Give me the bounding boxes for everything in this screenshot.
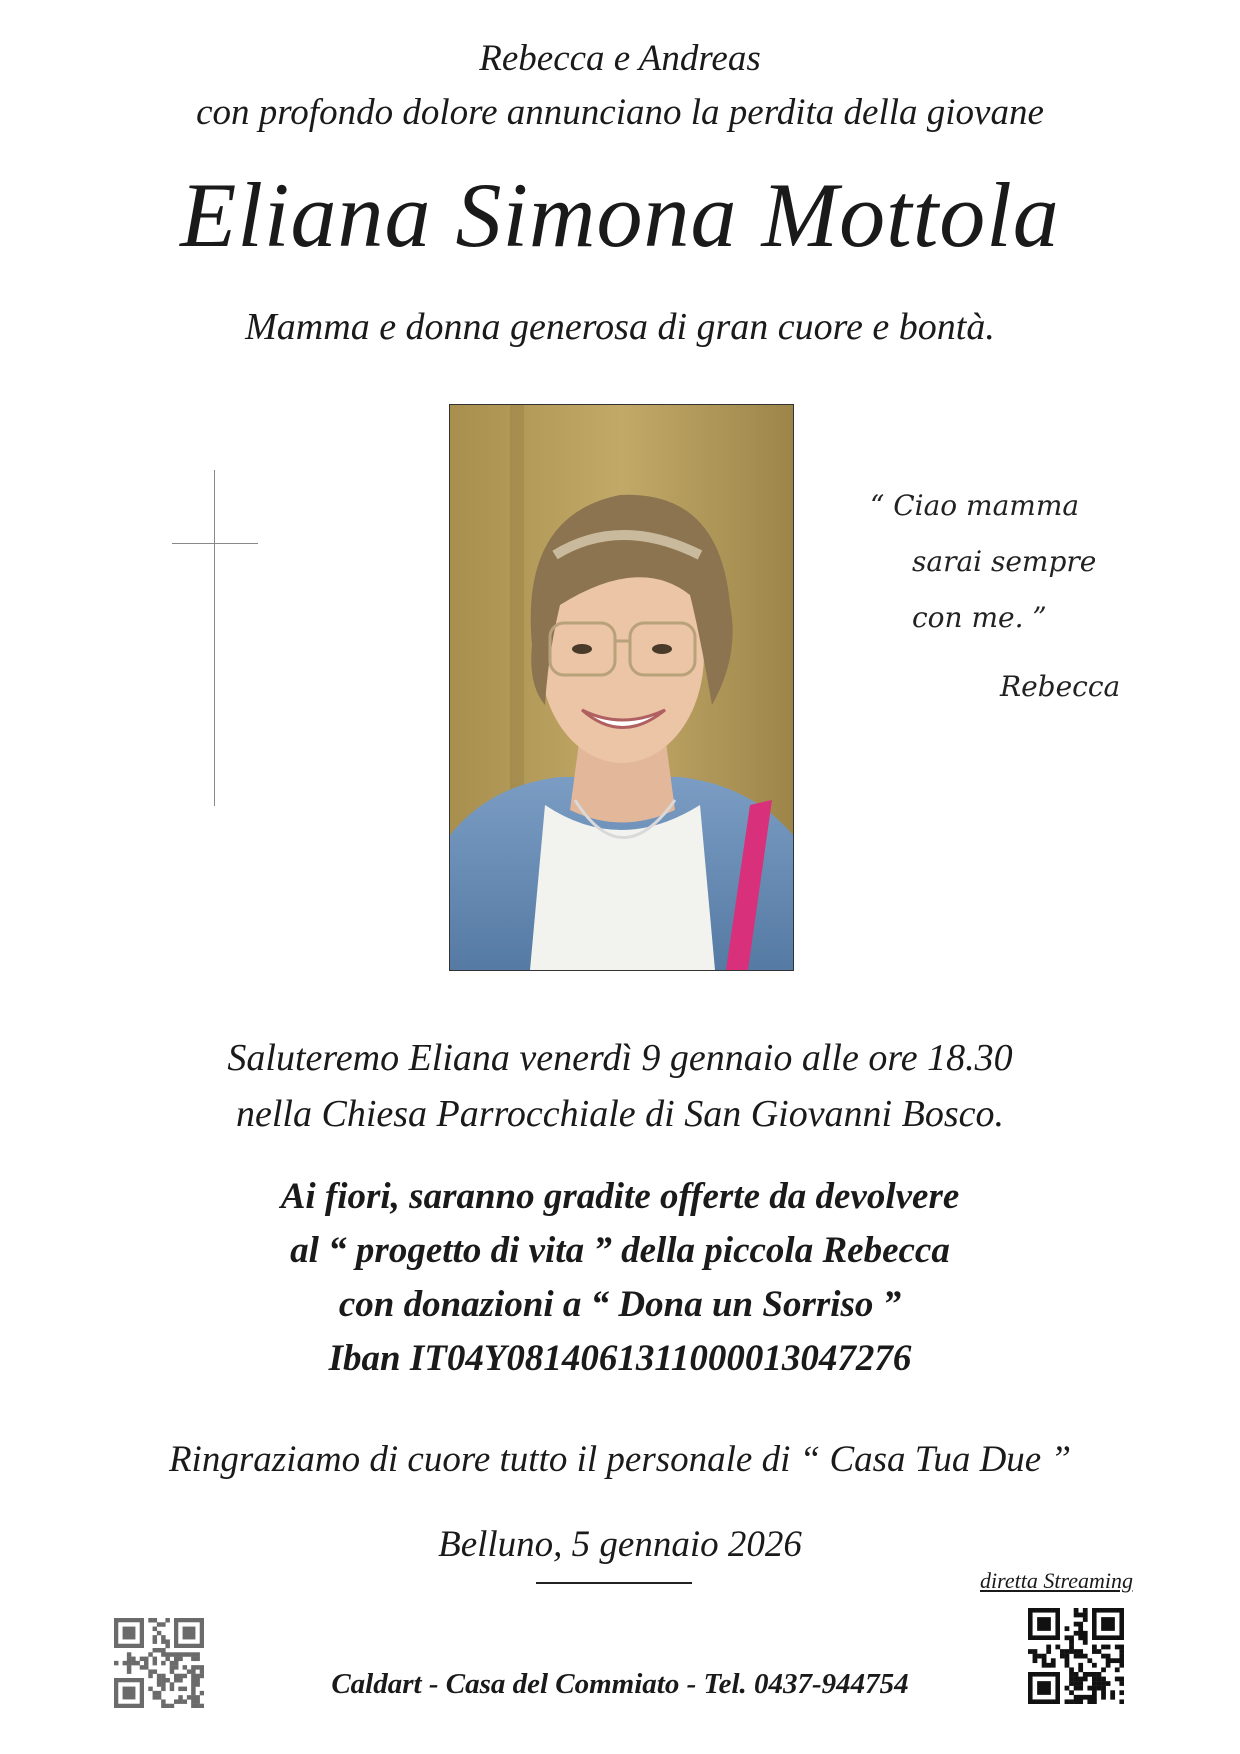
thanks-text: Ringraziamo di cuore tutto il personale di “ Casa Tua Due ”	[168, 1439, 1072, 1480]
quote-line-1: “ Ciao mamma	[870, 489, 1080, 522]
donations-line-1: Ai fiori, saranno gradite offerte da devolvere	[280, 1176, 960, 1217]
tagline: Mamma e donna generosa di gran cuore e bontà.	[245, 306, 995, 348]
donations-info	[0, 1170, 1240, 1386]
iban: Iban IT04Y0814061311000013047276	[328, 1338, 912, 1379]
funeral-home-footer: Caldart - Casa del Commiato - Tel. 0437-944754	[331, 1668, 909, 1700]
ceremony-line-2: nella Chiesa Parrocchiale di San Giovanni Bosco.	[236, 1093, 1004, 1135]
family-names: Rebecca e Andreas	[479, 38, 761, 79]
ceremony-line-1: Saluteremo Eliana venerdì 9 gennaio alle ore 18.30	[227, 1037, 1013, 1079]
streaming-link[interactable]: diretta Streaming	[980, 1568, 1133, 1593]
announcement-header	[0, 32, 1240, 140]
donations-line-3: con donazioni a “ Dona un Sorriso ”	[338, 1284, 902, 1325]
quote-line-2: sarai sempre	[912, 545, 1097, 578]
quote-line-3: con me. ”	[912, 601, 1047, 634]
deceased-name: Eliana Simona Mottola	[180, 164, 1060, 266]
place-date: Belluno, 5 gennaio 2026	[438, 1524, 802, 1565]
portrait-photo	[449, 404, 794, 971]
ceremony-info	[0, 1030, 1240, 1142]
quote-block	[870, 478, 1130, 646]
cross-icon	[172, 470, 258, 806]
quote-signature: Rebecca	[1000, 670, 1121, 703]
announcement-text: con profondo dolore annunciano la perdita della giovane	[196, 92, 1044, 133]
divider	[536, 1582, 692, 1584]
donations-line-2: al “ progetto di vita ” della piccola Rebecca	[290, 1230, 950, 1271]
